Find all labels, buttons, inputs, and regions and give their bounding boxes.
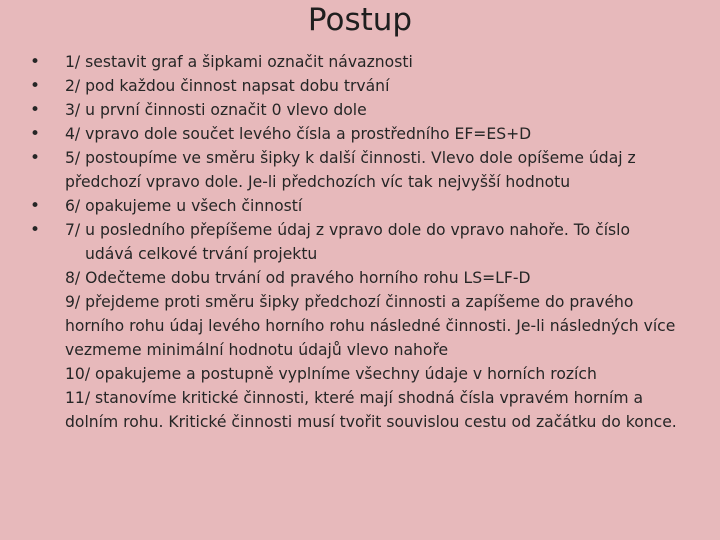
step-9: 9/ přejdeme proti směru šipky předchozí činnosti a zapíšeme do pravého horního rohu údaj levého horního rohu následné činnosti. Je-li následných více vezmeme minimální hodnotu údajů vlevo nahoře	[65, 293, 676, 359]
step-4: • 4/ vpravo dole součet levého čísla a prostředního EF=ES+D	[30, 122, 690, 146]
step-7: • 7/ u posledního přepíšeme údaj z vpravo dole do vpravo nahoře. To číslo	[30, 218, 690, 242]
step-10: 10/ opakujeme a postupně vyplníme všechny údaje v horních rozích	[65, 365, 597, 383]
step-3: • 3/ u první činnosti označit 0 vlevo dole	[30, 98, 690, 122]
step-7-continuation: udává celkové trvání projektu	[85, 245, 318, 263]
slide-content	[30, 50, 690, 434]
step-11: 11/ stanovíme kritické činnosti, které mají shodná čísla vpravém horním a dolním rohu. Kritické činnosti musí tvořit souvislou cestu od začátku do konce.	[65, 389, 677, 431]
steps-bullet-list	[30, 50, 690, 242]
step-1: • 1/ sestavit graf a šipkami označit návaznosti	[30, 50, 690, 74]
step-6: • 6/ opakujeme u všech činností	[30, 194, 690, 218]
step-2: • 2/ pod každou činnost napsat dobu trvání	[30, 74, 690, 98]
slide-title: Postup	[307, 2, 413, 38]
step-8: 8/ Odečteme dobu trvání od pravého horního rohu LS=LF-D	[65, 269, 531, 287]
step-5: • 5/ postoupíme ve směru šipky k další činnosti. Vlevo dole opíšeme údaj z předchozí vpravo dole. Je-li předchozích víc tak nejvyšší hodnotu	[30, 146, 690, 194]
